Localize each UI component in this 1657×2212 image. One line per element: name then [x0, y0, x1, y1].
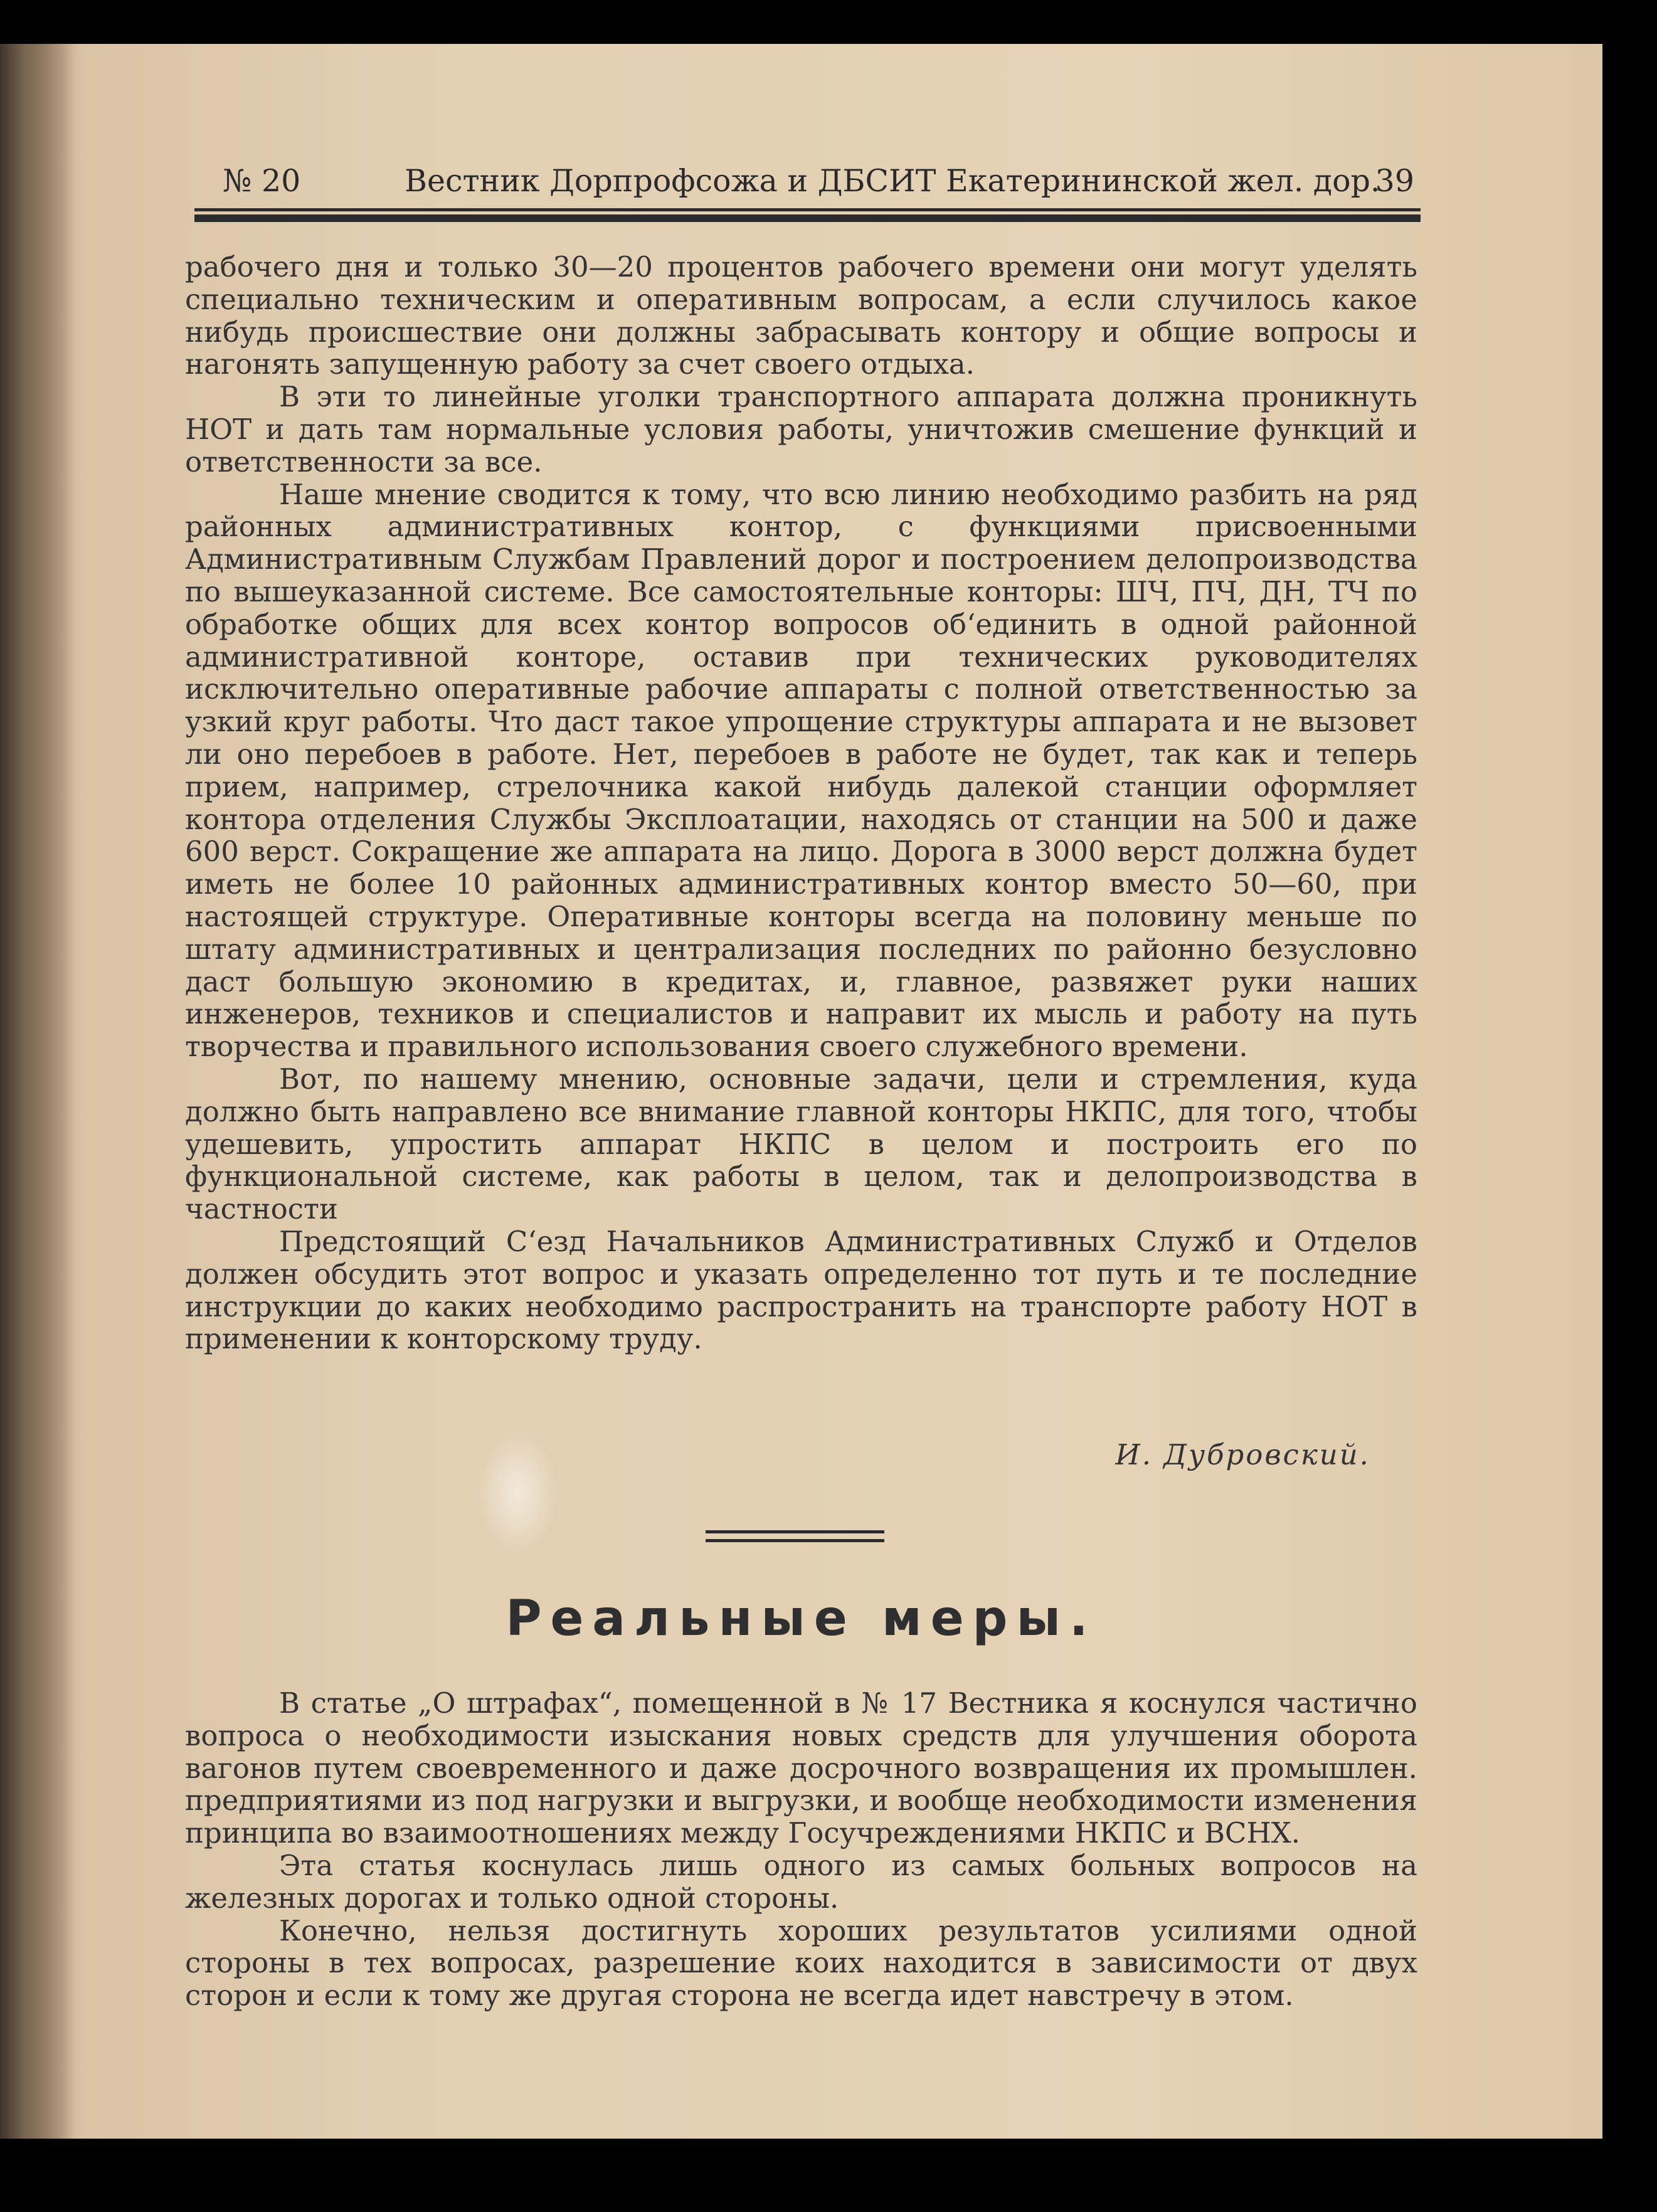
- book-spine-shadow: [0, 44, 75, 2139]
- author-signature: И. Дубровский.: [1115, 1438, 1370, 1471]
- page: [0, 44, 1602, 2139]
- paragraph: Эта статья коснулась лишь одного из самых больных вопросов на железных дорогах и только одной стороны.: [185, 1848, 1417, 1915]
- paragraph: В эти то линейные уголки транспортного аппарата должна проникнуть НОТ и дать там нормальные условия работы, уничтожив смешение функций и ответственности за все.: [185, 380, 1417, 479]
- paragraph: рабочего дня и только 30—20 процентов рабочего времени они могут уделять специально техническим и оперативным вопросам, а если случилось какое нибудь происшествие они должны забрасывать контору и общие вопросы и нагонять запущенную работу за счет своего отдыха.: [185, 250, 1417, 381]
- page-number: 39: [1375, 163, 1414, 199]
- article-2-title: Реальные меры.: [506, 1590, 1097, 1647]
- issue-number: № 20: [223, 163, 301, 199]
- section-divider-bottom: [706, 1539, 884, 1542]
- section-divider-top: [706, 1530, 884, 1533]
- paragraph: Вот, по нашему мнению, основные задачи, цели и стремления, куда должно быть направлено все внимание главной конторы НКПС, для того, чтобы удешевить, упростить аппарат НКПС в целом и построить его по функциональной системе, как работы в целом, так и делопроизводства в частности: [185, 1062, 1417, 1226]
- paragraph: Наше мнение сводится к тому, что всю линию необходимо разбить на ряд районных административных контор, с функциями присвоенными Административным Службам Правлений дорог и построением делопроизводства по вышеуказанной системе. Все самостоятельные конторы: ШЧ, ПЧ, ДН, ТЧ по обработке общих для всех контор вопросов об‘единить в одной районной административной конторе, оставив при технических руководителях исключительно оперативные рабочие аппараты с полной ответственностью за узкий круг работы. Что даст такое упрощение структуры аппарата и не вызовет ли оно перебоев в работе. Нет, перебоев в работе не будет, так как и теперь прием, например, стрелочника какой нибудь далекой станции оформляет контора отделения Службы Эксплоатации, находясь от станции на 500 и даже 600 верст. Сокращение же аппарата на лицо. Дорога в 3000 верст должна будет иметь не более 10 районных административных контор вместо 50—60, при настоящей структуре. Оперативные конторы всегда на половину меньше по штату административных и централизация последних по районно безусловно даст большую экономию в кредитах, и, главное, развяжет руки наших инженеров, техников и специалистов и направит их мысль и работу на путь творчества и правильного использования своего служебного времени.: [185, 477, 1417, 1064]
- paragraph: В статье „О штрафах“, помещенной в № 17 Вестника я коснулся частично вопроса о необходимости изыскания новых средств для улучшения оборота вагонов путем своевременного и даже досрочного возвращения их промышлен. предприятиями из под нагрузки и выгрузки, и вообще необходимости изменения принципа во взаимоотношениях между Госучреждениями НКПС и ВСНХ.: [185, 1686, 1417, 1850]
- journal-title: Вестник Дорпрофсожа и ДБСИТ Екатерининской жел. дор.: [405, 163, 1380, 199]
- running-header: [223, 163, 1414, 201]
- article-2-body: [185, 1687, 1417, 2012]
- paragraph: Конечно, нельзя достигнуть хороших результатов усилиями одной стороны в тех вопросах, разрешение коих находится в зависимости от двух сторон и если к тому же другая сторона не всегда идет навстречу в этом.: [185, 1913, 1417, 2013]
- article-1-body: [185, 251, 1417, 1355]
- header-rule-thick: [194, 214, 1421, 222]
- paper-stain: [477, 1430, 558, 1555]
- paragraph: Предстоящий С‘езд Начальников Административных Служб и Отделов должен обсудить этот вопрос и указать определенно тот путь и те последние инструкции до каких необходимо распространить на транспорте работу НОТ в применении к конторскому труду.: [185, 1224, 1417, 1356]
- header-rule-thin: [194, 208, 1421, 211]
